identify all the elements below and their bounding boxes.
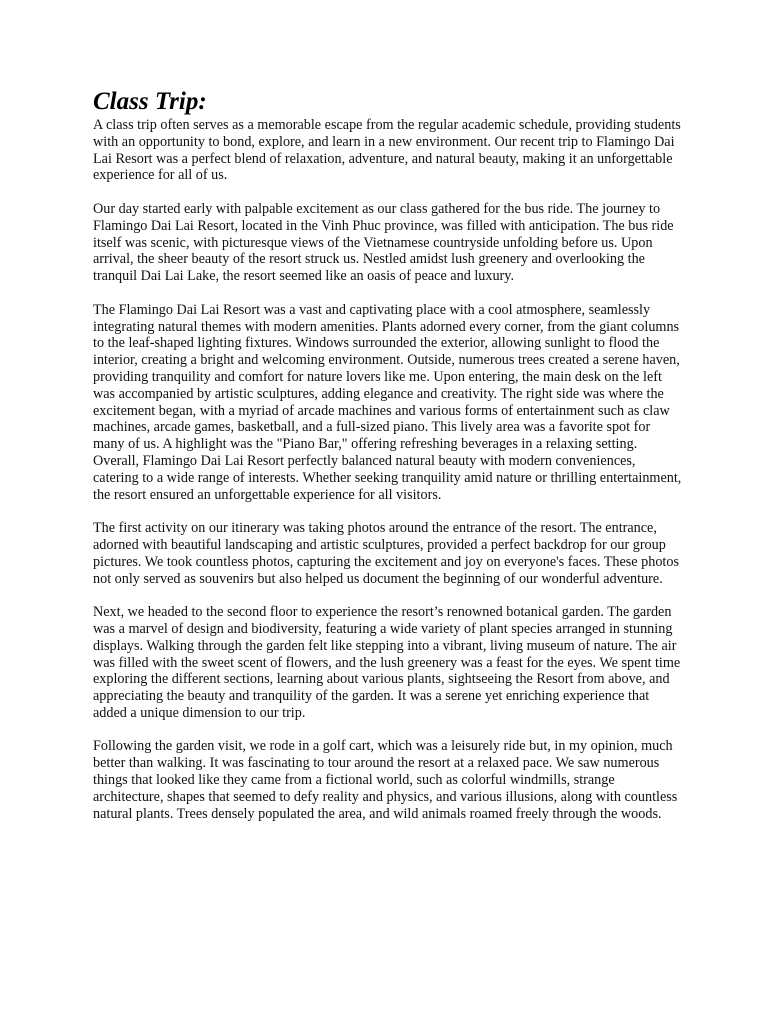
document-body: [93, 87, 683, 822]
paragraph-intro: A class trip often serves as a memorable escape from the regular academic schedule, providing students with an opportunity to bond, explore, and learn in a new environment. Our recent trip to Flamingo Dai Lai Resort was a perfect blend of relaxation, adventure, and natural beauty, making it an unforgettable experience for all of us.: [93, 117, 681, 184]
paragraph-photos: The first activity on our itinerary was taking photos around the entrance of the resort. The entrance, adorned with beautiful landscaping and artistic sculptures, provided a perfect backdrop for our group pictures. We took countless photos, capturing the excitement and joy on everyone's faces. These photos not only served as souvenirs but also helped us document the beginning of our wonderful adventure.: [93, 520, 679, 587]
paragraph-resort-description: The Flamingo Dai Lai Resort was a vast and captivating place with a cool atmosphere, seamlessly integrating natural themes with modern amenities. Plants adorned every corner, from the giant columns to the leaf-shaped lighting fixtures. Windows surrounded the exterior, allowing sunlight to flood the interior, creating a bright and welcoming environment. Outside, numerous trees created a serene haven, providing tranquility and comfort for nature lovers like me. Upon entering, the main desk on the left was accompanied by artistic sculptures, adding elegance and creativity. The right side was where the excitement began, with a myriad of arcade machines and various forms of entertainment such as claw machines, arcade games, basketball, and a full-sized piano. This lively area was a favorite spot for many of us. A highlight was the "Piano Bar," offering refreshing beverages in a relaxing setting. Overall, Flamingo Dai Lai Resort perfectly balanced natural beauty with modern conveniences, catering to a wide range of interests. Whether seeking tranquility amid nature or thrilling entertainment, the resort ensured an unforgettable experience for all visitors.: [93, 301, 682, 503]
paragraph-journey: Our day started early with palpable excitement as our class gathered for the bus ride. The journey to Flamingo Dai Lai Resort, located in the Vinh Phuc province, was filled with anticipation. The bus ride itself was scenic, with picturesque views of the Vietnamese countryside unfolding before us. Upon arrival, the sheer beauty of the resort struck us. Nestled amidst lush greenery and overlooking the tranquil Dai Lai Lake, the resort seemed like an oasis of peace and luxury.: [93, 200, 674, 285]
paragraph-golf-cart: Following the garden visit, we rode in a golf cart, which was a leisurely ride but, in my opinion, much better than walking. It was fascinating to tour around the resort at a relaxed pace. We saw numerous things that looked like they came from a fictional world, such as colorful windmills, strange architecture, shapes that seemed to defy reality and physics, and various illusions, along with countless natural plants. Trees densely populated the area, and wild animals roamed freely through the woods.: [93, 738, 678, 822]
paragraph-botanical-garden: Next, we headed to the second floor to experience the resort’s renowned botanical garden. The garden was a marvel of design and biodiversity, featuring a wide variety of plant species arranged in stunning displays. Walking through the garden felt like stepping into a vibrant, living museum of nature. The air was filled with the sweet scent of flowers, and the lush greenery was a feast for the eyes. We spent time exploring the different sections, learning about various plants, sightseeing the Resort from above, and appreciating the beauty and tranquility of the garden. It was a serene yet enriching experience that added a unique dimension to our trip.: [93, 604, 681, 721]
document-title: Class Trip:: [93, 88, 207, 115]
